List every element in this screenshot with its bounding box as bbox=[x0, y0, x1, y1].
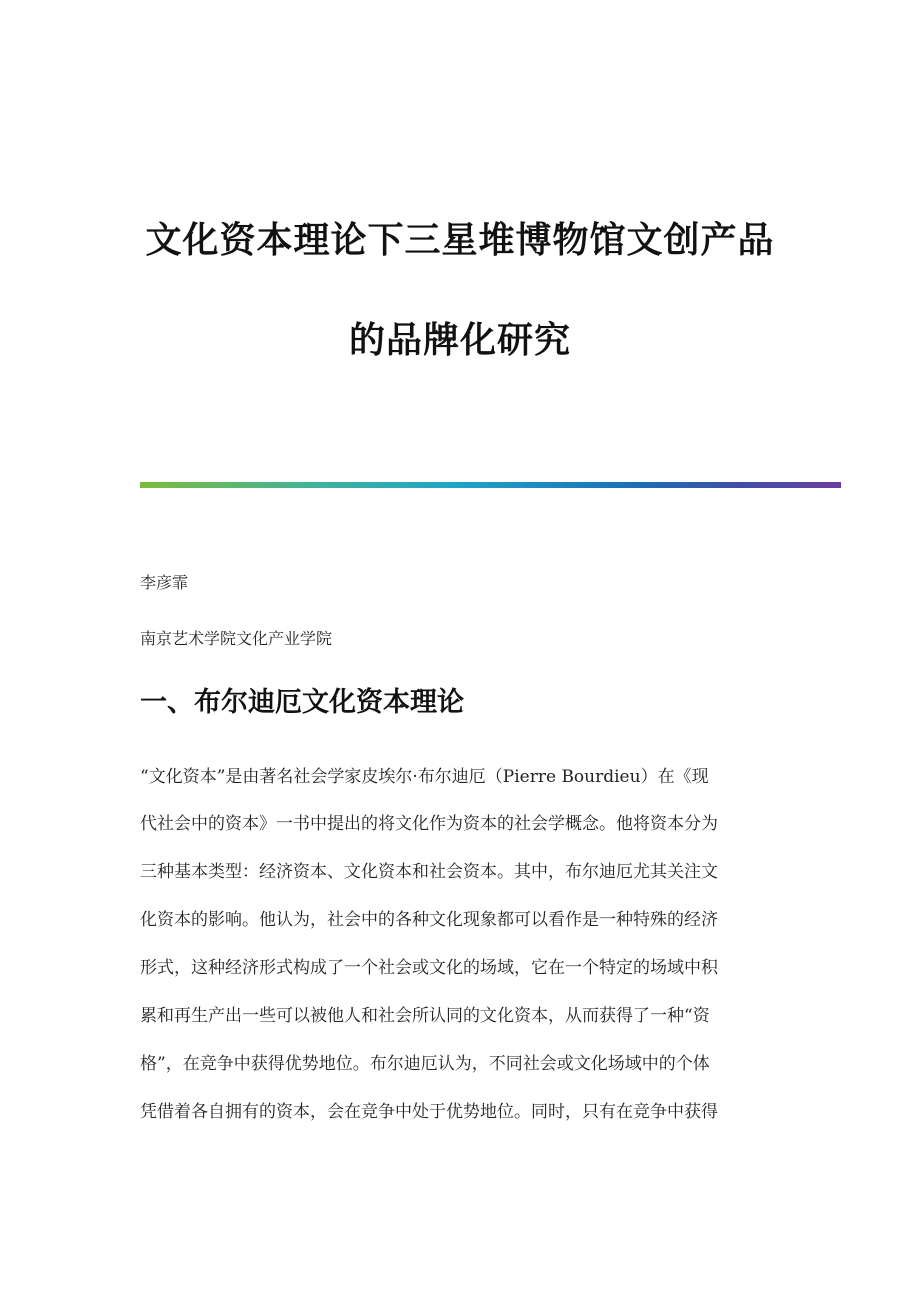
paragraph-line: 格”，在竞争中获得优势地位。布尔迪厄认为，不同社会或文化场域中的个体 bbox=[140, 1054, 710, 1074]
paragraph-line: 累和再生产出一些可以被他人和社会所认同的文化资本，从而获得了一种“资 bbox=[140, 1006, 710, 1026]
title-line-2: 的品牌化研究 bbox=[348, 320, 571, 361]
title-line-1: 文化资本理论下三星堆博物馆文创产品 bbox=[145, 220, 775, 261]
paragraph-line: 形式，这种经济形式构成了一个社会或文化的场域，它在一个特定的场域中积 bbox=[140, 958, 718, 978]
paragraph-line: 化资本的影响。他认为，社会中的各种文化现象都可以看作是一种特殊的经济 bbox=[140, 910, 718, 930]
paragraph-line: “文化资本”是由著名社会学家皮埃尔·布尔迪厄（Pierre Bourdieu）在《现 bbox=[140, 767, 709, 787]
paragraph-line: 三种基本类型：经济资本、文化资本和社会资本。其中，布尔迪厄尤其关注文 bbox=[140, 862, 718, 882]
author-affiliation: 南京艺术学院文化产业学院 bbox=[140, 629, 333, 648]
gradient-divider bbox=[140, 482, 841, 488]
paragraph-line: 凭借着各自拥有的资本，会在竞争中处于优势地位。同时，只有在竞争中获得 bbox=[140, 1102, 718, 1122]
author-name: 李彦霏 bbox=[140, 573, 189, 592]
section-heading: 一、布尔迪厄文化资本理论 bbox=[140, 687, 464, 718]
paragraph-line: 代社会中的资本》一书中提出的将文化作为资本的社会学概念。他将资本分为 bbox=[140, 814, 718, 834]
